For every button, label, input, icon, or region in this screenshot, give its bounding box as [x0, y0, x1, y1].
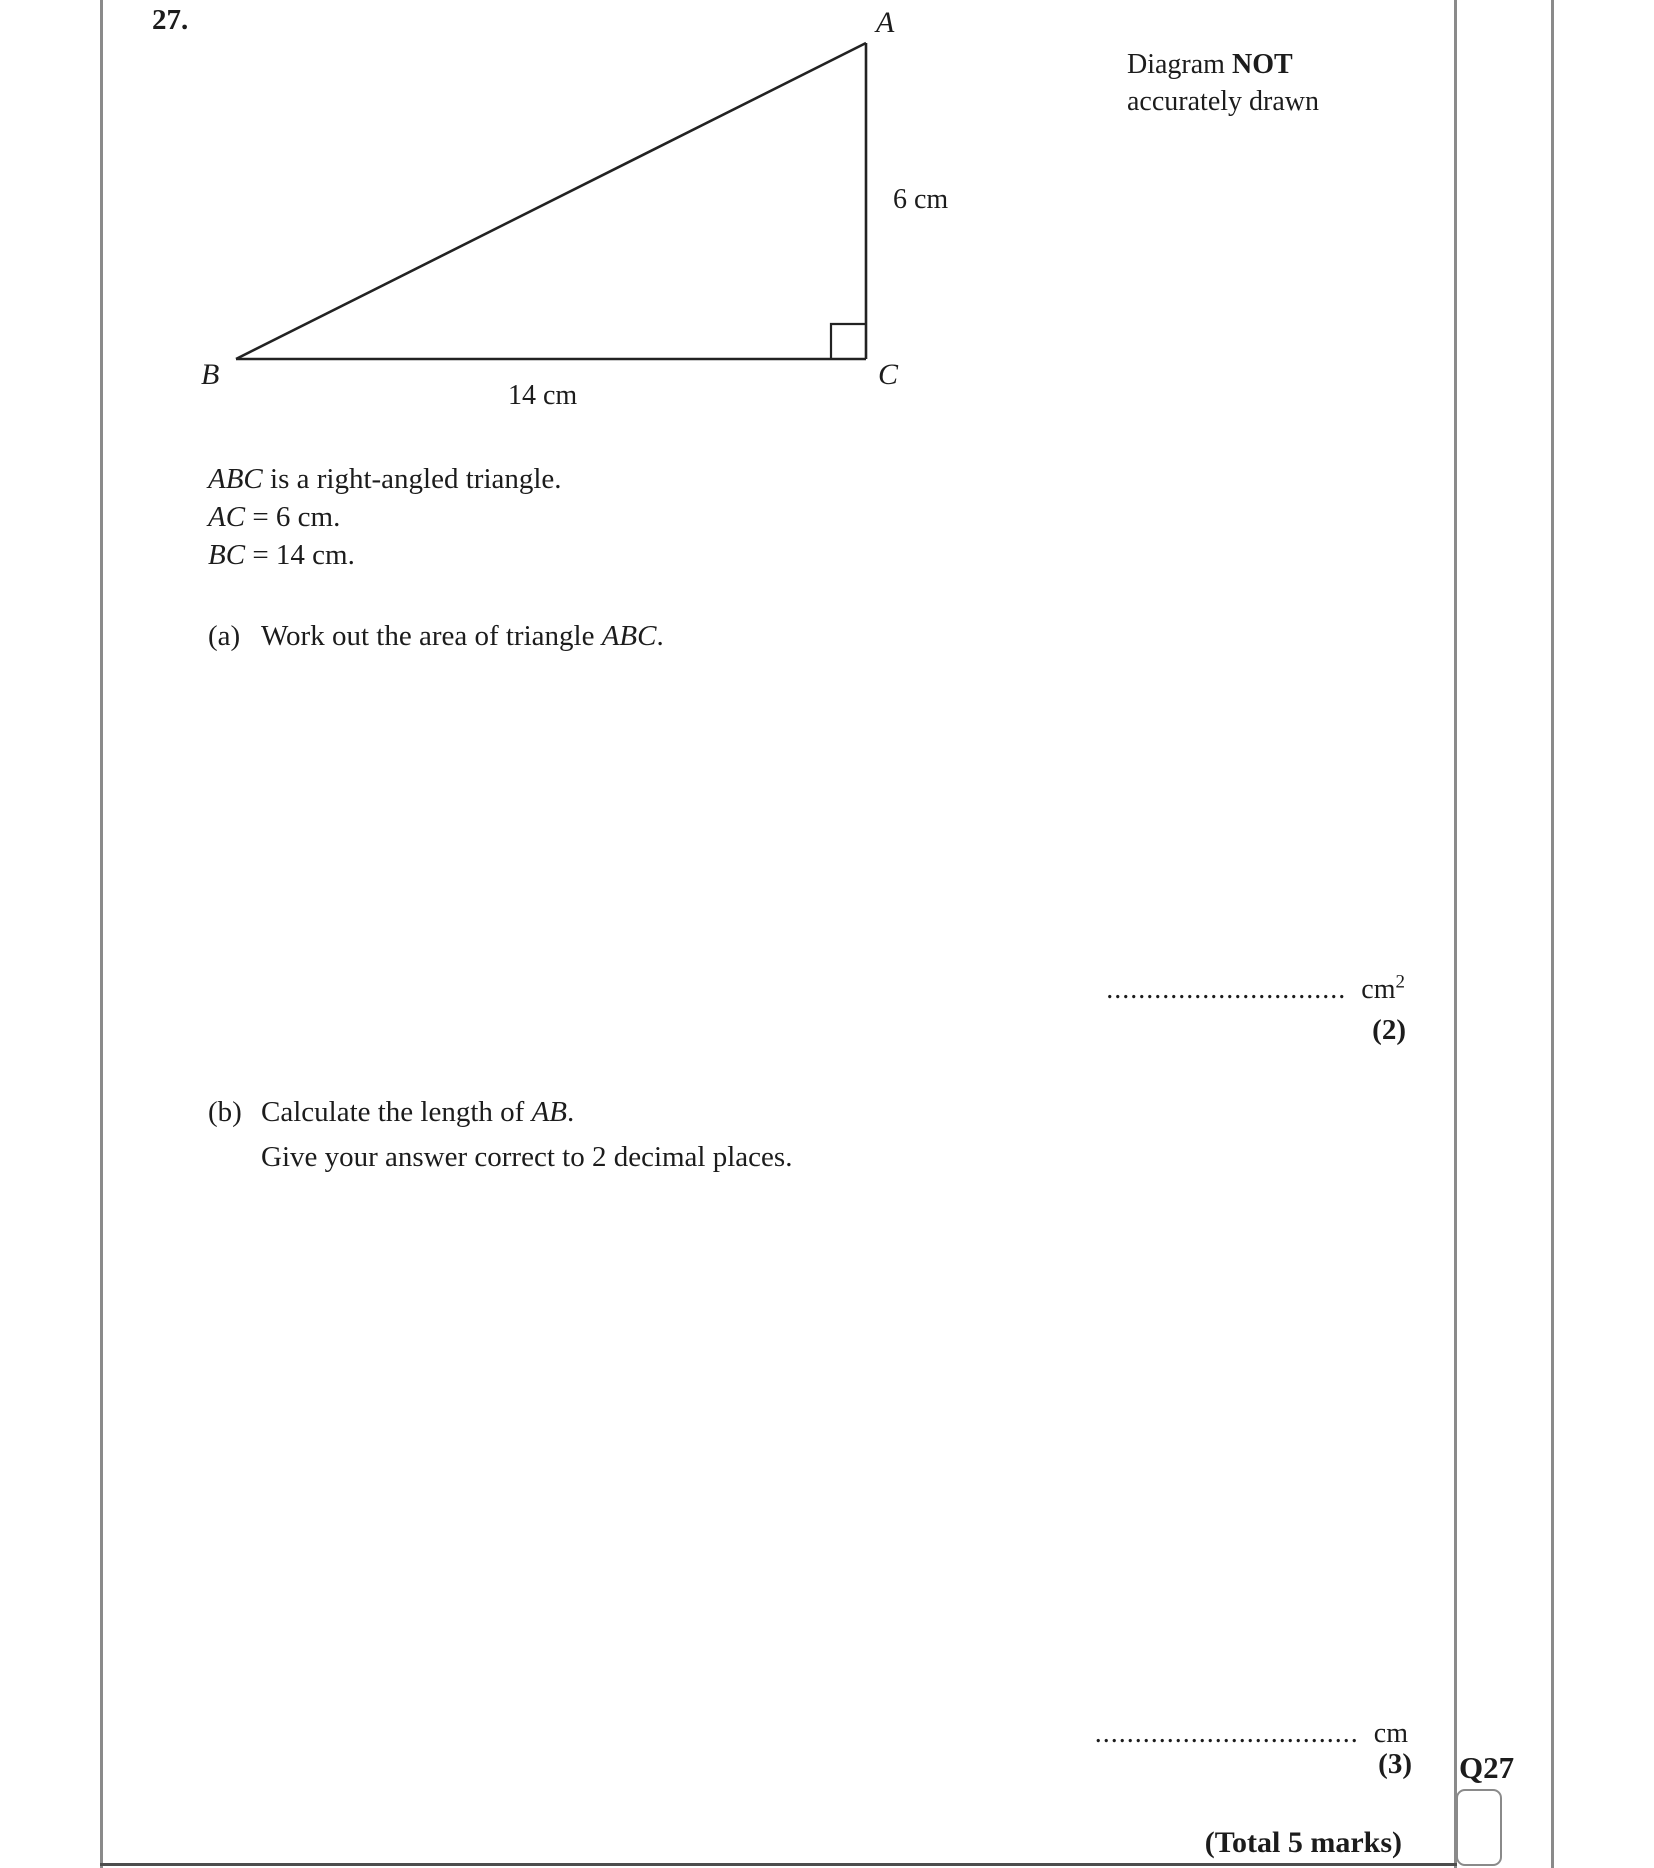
part-a-unit-text: cm — [1361, 974, 1396, 1005]
right-column-inner-rule — [1454, 0, 1457, 1868]
part-a-prompt — [261, 620, 664, 653]
part-a-prompt-em: ABC — [601, 620, 657, 652]
right-column-outer-rule — [1551, 0, 1554, 1868]
diagram-note-line1-regular: Diagram — [1127, 49, 1225, 80]
part-b-label: (b) — [208, 1096, 242, 1128]
vertex-label-c: C — [878, 358, 899, 391]
part-a-prompt-period: . — [656, 620, 664, 652]
statement-line — [208, 536, 562, 574]
vertex-label-b: B — [201, 358, 220, 391]
right-angle-marker — [831, 324, 866, 359]
part-b-answer-line — [1095, 1718, 1408, 1750]
part-a-answer-unit — [1361, 971, 1405, 1006]
statement-text: = 6 cm. — [245, 501, 341, 533]
part-b-prompt-line2: Give your answer correct to 2 decimal places. — [261, 1141, 793, 1173]
left-margin-rule — [100, 0, 103, 1868]
statement-em: BC — [208, 539, 246, 571]
question-tag: Q27 — [1459, 1750, 1515, 1785]
statement-text: = 14 cm. — [245, 539, 355, 571]
diagram-note-line2: accurately drawn — [1127, 86, 1319, 117]
part-b-line1-text: Calculate the length of — [261, 1096, 532, 1128]
diagram-note-line1-bold: NOT — [1231, 49, 1293, 80]
diagram-note — [1127, 46, 1407, 120]
total-marks: (Total 5 marks) — [1204, 1826, 1402, 1859]
part-b-answer-unit: cm — [1373, 1718, 1408, 1749]
triangle-figure — [200, 20, 900, 380]
part-a-prompt-text: Work out the area of triangle — [261, 620, 602, 652]
part-b-answer-dots: ................................. — [1094, 1718, 1359, 1749]
question-bottom-rule — [100, 1863, 1457, 1866]
part-b-line1-period: . — [567, 1096, 575, 1128]
statement-em: ABC — [208, 463, 263, 495]
vertex-label-a: A — [876, 6, 895, 39]
part-a-answer-line — [1106, 971, 1405, 1006]
part-b-prompt-line1 — [261, 1096, 574, 1129]
given-statements — [208, 460, 562, 574]
side-bc-dimension: 14 cm — [508, 380, 578, 411]
question-number: 27. — [152, 4, 189, 36]
statement-line — [208, 498, 562, 536]
part-a-unit-superscript: 2 — [1395, 971, 1405, 993]
side-ab-line — [236, 43, 866, 359]
part-a-marks: (2) — [1372, 1014, 1406, 1046]
statement-line — [208, 460, 562, 498]
part-a-label: (a) — [208, 620, 241, 652]
examiner-mark-box — [1456, 1789, 1502, 1866]
part-b-marks: (3) — [1378, 1748, 1412, 1780]
statement-text: is a right-angled triangle. — [262, 463, 562, 495]
statement-em: AC — [208, 501, 246, 533]
part-b-line1-em: AB — [531, 1096, 568, 1128]
part-a-answer-dots: .............................. — [1106, 974, 1347, 1005]
side-ac-dimension: 6 cm — [893, 184, 949, 215]
